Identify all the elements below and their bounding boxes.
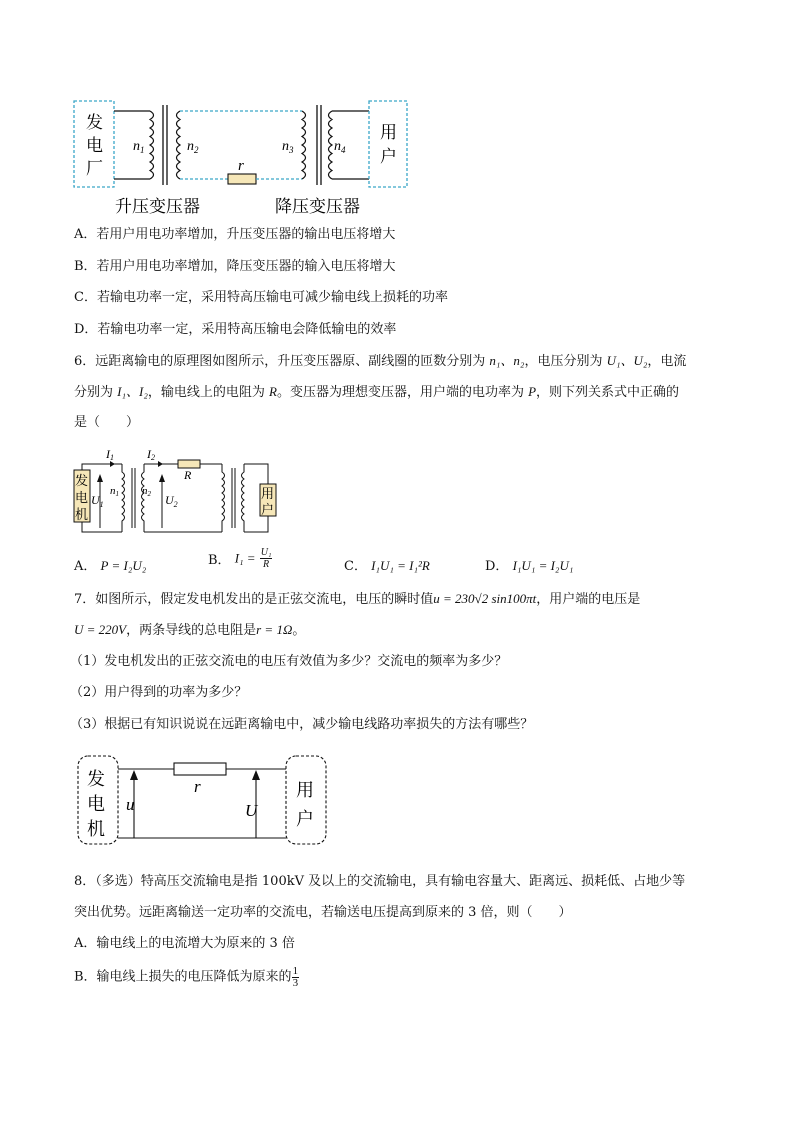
q6-label-U2: $U_2$	[165, 493, 178, 509]
q6-stem-line-2: 分别为 I₁、I₂，输电线上的电阻为 R。变压器为理想变压器，用户端的电功率为 P，则下列关系式中正确的	[74, 384, 680, 400]
q7-label-u: u	[126, 795, 135, 814]
q5-option-d: D．若输电功率一定，采用特高压输电会降低输电的效率	[74, 322, 397, 337]
q6-circuit-diagram	[70, 440, 280, 540]
q6-option-c: C． I₁U₁ = I₁²R	[344, 558, 430, 574]
q7-sub-question-2: （2）用户得到的功率为多少？	[70, 685, 248, 700]
q7-label-r: r	[194, 777, 201, 796]
q5-option-a: A．若用户用电功率增加，升压变压器的输出电压将增大	[74, 227, 396, 242]
q7-generator-char-3: 机	[87, 819, 105, 840]
caption-step-up: 升压变压器	[115, 197, 200, 217]
q6-stem-line-1: 6．远距离输电的原理图如图所示，升压变压器原、副线圈的匝数分别为 n₁、n₂，电压分别为 U₁、U₂，电流	[74, 353, 687, 369]
q6-label-I1: I1	[106, 447, 114, 462]
q7-resistor-r	[174, 763, 226, 775]
q6-option-b: B． I₁ = $\frac{\text{U₁}}{R}$	[208, 547, 272, 570]
user-char-1: 用	[380, 123, 397, 143]
q6-label-I2: I2	[147, 447, 155, 462]
q6-label-R: R	[184, 468, 192, 482]
caption-step-down: 降压变压器	[275, 197, 360, 217]
label-r: r	[238, 158, 244, 174]
power-plant-char-1: 发	[86, 113, 103, 133]
resistor-r	[228, 174, 256, 184]
q6-generator-char-1: 发	[75, 474, 89, 489]
q7-generator-char-1: 发	[87, 769, 105, 790]
q8-option-b: B．输电线上损失的电压降低为原来的 $\frac{1}{3}$	[74, 965, 299, 989]
q6-label-n2: n2	[142, 485, 151, 498]
q6-generator-char-2: 电	[75, 491, 89, 506]
q5-option-b: B．若用户用电功率增加，降压变压器的输入电压将增大	[74, 259, 396, 274]
q7-generator-char-2: 电	[87, 794, 105, 815]
q6-generator-char-3: 机	[75, 508, 89, 523]
q7-sub-question-1: （1）发电机发出的正弦交流电的电压有效值为多少？交流电的频率为多少？	[70, 654, 508, 669]
q7-stem-line-1: 7．如图所示，假定发电机发出的是正弦交流电，电压的瞬时值u = 230√2 sin100πt，用户端的电压是	[74, 591, 641, 607]
q5-option-c: C．若输电功率一定，采用特高压输电可减少输电线上损耗的功率	[74, 290, 448, 305]
user-char-2: 户	[380, 147, 397, 167]
q7-stem-line-2: U = 220V，两条导线的总电阻是r = 1Ω。	[74, 622, 306, 638]
q7-user-char-1: 用	[296, 780, 314, 801]
label-n2: $n_2$	[187, 139, 199, 155]
q6-option-d: D． I₁U₁ = I₂U₁	[485, 558, 574, 574]
q7-circuit-diagram	[74, 752, 334, 848]
q6-resistor-R	[178, 460, 200, 468]
q7-user-char-2: 户	[296, 809, 314, 830]
q8-stem-line-2: 突出优势。远距离输送一定功率的交流电，若输送电压提高到原来的 3 倍，则（ ）	[74, 905, 572, 920]
q8-stem-line-1: 8．（多选）特高压交流输电是指 100kV 及以上的交流输电，具有输电容量大、距离远、损耗低、占地少等	[74, 874, 686, 889]
transmission-diagram-1	[70, 95, 415, 220]
power-plant-char-2: 电	[86, 136, 103, 156]
q6-user-char-1: 用	[261, 487, 275, 502]
label-n1: $n_1$	[133, 139, 145, 155]
q7-sub-question-3: （3）根据已有知识说说在远距离输电中，减少输电线路功率损失的方法有哪些？	[70, 717, 534, 732]
label-n4: $n_4$	[334, 139, 346, 155]
q6-user-char-2: 户	[261, 503, 275, 518]
q8-option-a: A．输电线上的电流增大为原来的 3 倍	[74, 936, 295, 951]
user-box	[369, 101, 407, 187]
q6-stem-line-3: 是（ ）	[74, 415, 140, 430]
power-plant-char-3: 厂	[86, 159, 103, 179]
label-n3: $n_3$	[282, 139, 294, 155]
q6-label-U1: $U_1$	[91, 493, 104, 509]
q6-label-n1: n1	[110, 485, 119, 498]
q7-label-U: U	[245, 801, 258, 820]
q6-option-a: A． P = I₂U₂	[74, 558, 147, 574]
